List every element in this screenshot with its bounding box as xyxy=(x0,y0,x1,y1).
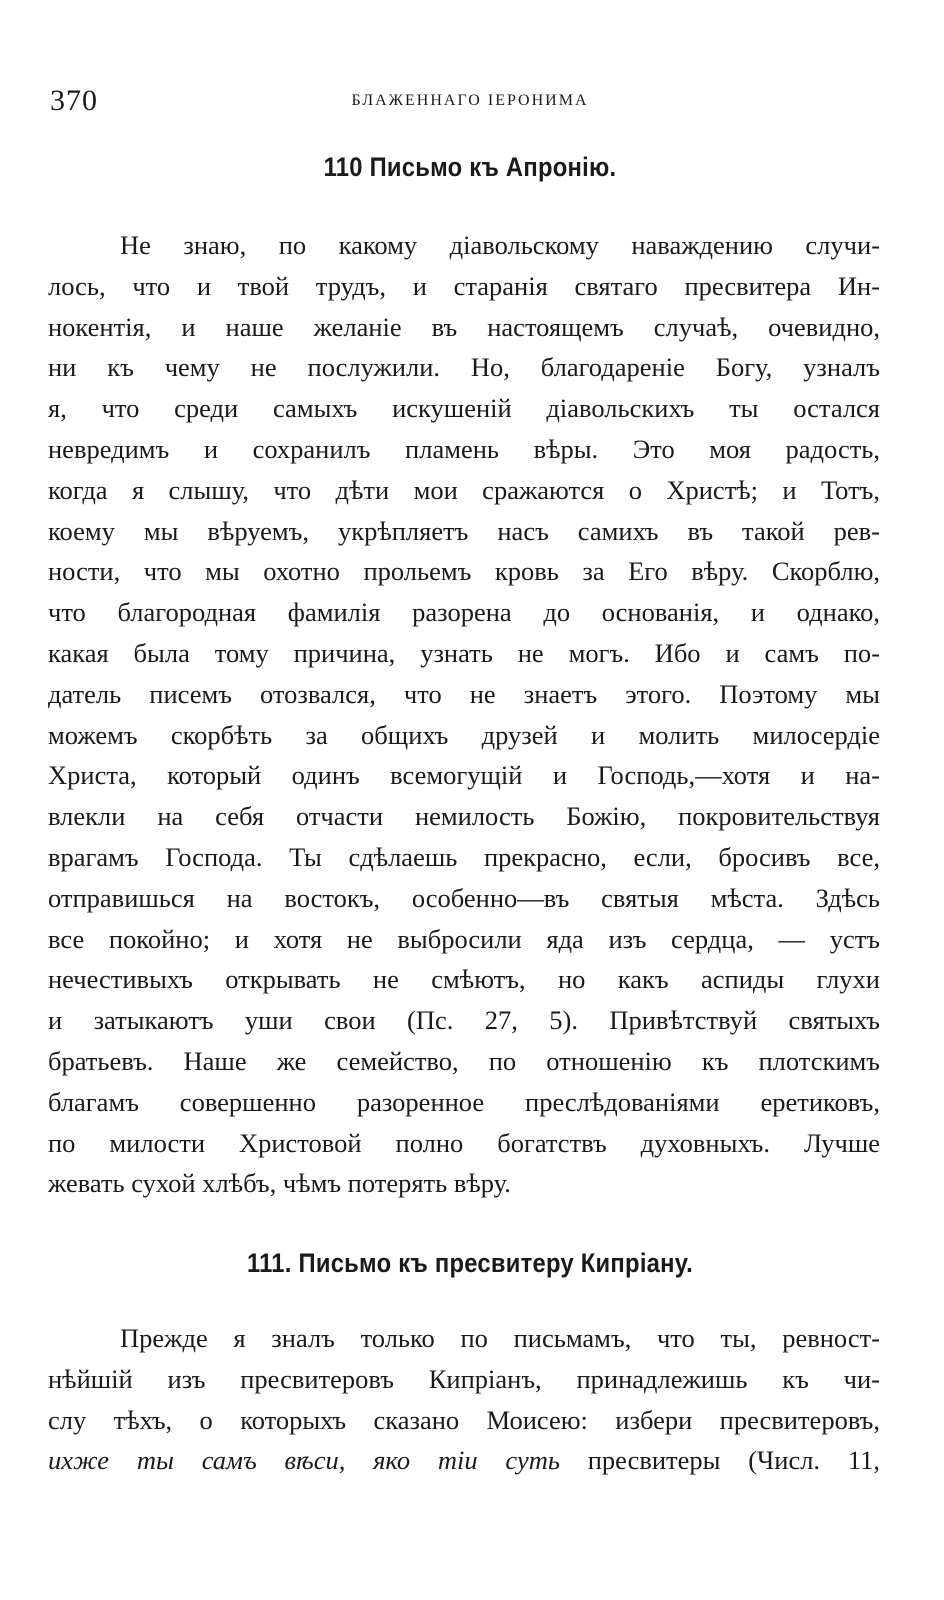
text-line: влекли на себя отчасти немилость Божію, покровительствуя xyxy=(48,801,880,832)
text-line: отправишься на востокъ, особенно—въ святыя мѣста. Здѣсь xyxy=(48,882,880,913)
text-line: Не знаю, по какому діавольскому наваждению случи- xyxy=(120,230,880,260)
page-number: 370 xyxy=(50,84,98,117)
text-line: по милости Христовой полно богатствъ духовныхъ. Лучше xyxy=(48,1127,880,1158)
text-line: датель писемъ отозвался, что не знаетъ этого. Поэтому мы xyxy=(48,678,880,709)
running-title: БЛАЖЕННАГО ІЕРОНИМА xyxy=(351,92,589,109)
text-line: когда я слышу, что дѣти мои сражаются о Христѣ; и Тотъ, xyxy=(48,474,880,505)
text-line: невредимъ и сохранилъ пламень вѣры. Это моя радость, xyxy=(48,433,880,464)
text-line: лось, что и твой трудъ, и старанія святаго пресвитера Ин- xyxy=(48,270,880,301)
text-line: что благородная фамилія разорена до основанія, и однако, xyxy=(48,597,880,628)
text-line: жевать сухой хлѣбъ, чѣмъ потерять вѣру. xyxy=(48,1168,511,1199)
quoted-scripture: ихже ты самъ вѣси, яко тіи суть xyxy=(48,1445,560,1476)
text-line: слу тѣхъ, о которыхъ сказано Моисею: избери пресвитеровъ, xyxy=(48,1404,880,1435)
text-line: врагамъ Господа. Ты сдѣлаешь прекрасно, если, бросивъ все, xyxy=(48,841,880,872)
text-line: ности, что мы охотно прольемъ кровь за Его вѣру. Скорблю, xyxy=(48,556,880,587)
text-line: коему мы вѣруемъ, укрѣпляетъ насъ самихъ въ такой рев- xyxy=(48,515,880,546)
text-line: ни къ чему не послужили. Но, благодареніе Богу, узналъ xyxy=(48,352,880,383)
text-line: и затыкаютъ уши свои (Пс. 27, 5). Привѣтствуй святыхъ xyxy=(48,1005,880,1036)
text-line: какая была тому причина, узнать не могъ. Ибо и самъ по- xyxy=(48,637,880,668)
text-line: нечестивыхъ открывать не смѣютъ, но какъ аспиды глухи xyxy=(48,964,880,995)
text-line: нокентія, и наше желаніе въ настоящемъ случаѣ, очевидно, xyxy=(48,311,880,342)
letter-111-text xyxy=(48,1318,880,1481)
text-line: благамъ совершенно разоренное преслѣдованіями еретиковъ, xyxy=(48,1086,880,1117)
letter-111-heading: 111. Письмо къ пресвитеру Кипріану. xyxy=(246,1248,694,1278)
text-line: я, что среди самыхъ искушеній діавольскихъ ты остался xyxy=(48,393,880,424)
text-line: можемъ скорбѣть за общихъ друзей и молить милосердіе xyxy=(48,719,880,750)
letter-110-text xyxy=(48,225,880,1204)
text-line: все покойно; и хотя не выбросили яда изъ сердца, — устъ xyxy=(48,923,880,954)
text-line: Прежде я зналъ только по письмамъ, что ты, ревност- xyxy=(120,1323,880,1353)
text-line-mixed xyxy=(48,1440,880,1481)
text-line: Христа, который одинъ всемогущій и Господь,—хотя и на- xyxy=(48,760,880,791)
text-fragment: пресвитеры (Числ. 11, xyxy=(559,1445,880,1476)
letter-110-heading: 110 Письмо къ Апронію. xyxy=(323,152,617,182)
running-head xyxy=(50,84,890,120)
text-line: нѣйшій изъ пресвитеровъ Кипріанъ, принадлежишь къ чи- xyxy=(48,1363,880,1394)
text-line: братьевъ. Наше же семейство, по отношенію къ плотскимъ xyxy=(48,1045,880,1076)
